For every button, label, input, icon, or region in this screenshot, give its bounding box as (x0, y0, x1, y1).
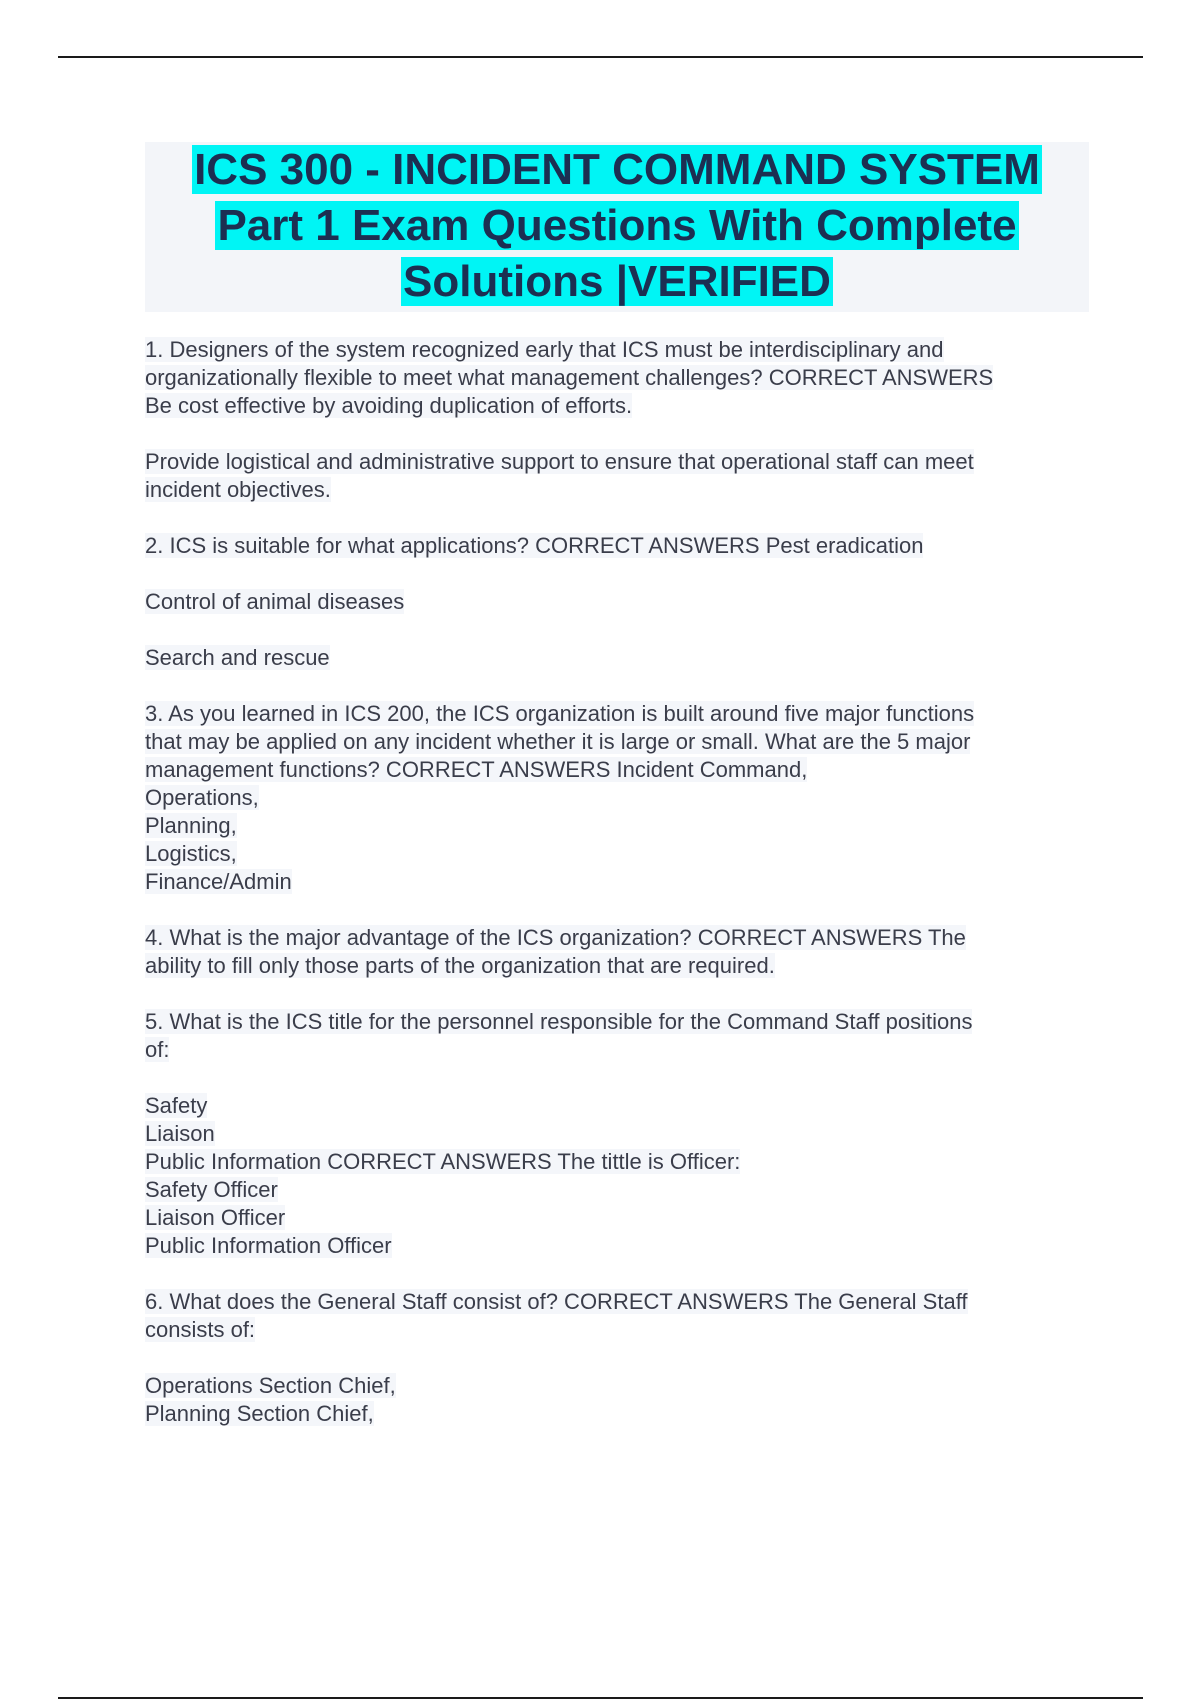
paragraph (145, 448, 1090, 504)
text-line (145, 644, 1090, 672)
line-text: Logistics, (145, 841, 237, 866)
document-body (145, 336, 1090, 1456)
line-text: that may be applied on any incident whether it is large or small. What are the 5 major (145, 729, 971, 754)
line-text: Safety Officer (145, 1177, 278, 1202)
text-line (145, 1372, 1090, 1400)
text-line (145, 1288, 1090, 1316)
line-text: management functions? CORRECT ANSWERS Incident Command, (145, 757, 808, 782)
paragraph (145, 924, 1090, 980)
text-line (145, 1036, 1090, 1064)
text-line (145, 924, 1090, 952)
text-line (145, 448, 1090, 476)
line-text: Public Information CORRECT ANSWERS The tittle is Officer: (145, 1149, 741, 1174)
text-line (145, 392, 1090, 420)
line-text: Provide logistical and administrative support to ensure that operational staff can meet (145, 449, 974, 474)
line-text: ability to fill only those parts of the organization that are required. (145, 953, 775, 978)
paragraph (145, 700, 1090, 896)
paragraph (145, 1008, 1090, 1064)
line-text: Control of animal diseases (145, 589, 405, 614)
line-text: of: (145, 1037, 170, 1062)
text-line (145, 1400, 1090, 1428)
text-line (145, 756, 1090, 784)
line-text: Liaison (145, 1121, 215, 1146)
text-line (145, 336, 1090, 364)
text-line (145, 1092, 1090, 1120)
line-text: Safety (145, 1093, 208, 1118)
line-text: 6. What does the General Staff consist of? CORRECT ANSWERS The General Staff (145, 1289, 968, 1314)
line-text: 5. What is the ICS title for the personnel responsible for the Command Staff positions (145, 1009, 973, 1034)
paragraph (145, 336, 1090, 420)
line-text: 3. As you learned in ICS 200, the ICS organization is built around five major functions (145, 701, 975, 726)
top-rule (58, 56, 1143, 58)
line-text: Liaison Officer (145, 1205, 286, 1230)
title-line-1: ICS 300 - INCIDENT COMMAND SYSTEM (194, 145, 1040, 194)
text-line (145, 812, 1090, 840)
paragraph (145, 532, 1090, 560)
line-text: 2. ICS is suitable for what applications? CORRECT ANSWERS Pest eradication (145, 533, 924, 558)
text-line (145, 532, 1090, 560)
line-text: Planning, (145, 813, 237, 838)
line-text: Operations Section Chief, (145, 1373, 396, 1398)
text-line (145, 784, 1090, 812)
paragraph (145, 588, 1090, 616)
line-text: incident objectives. (145, 477, 331, 502)
text-line (145, 840, 1090, 868)
text-line (145, 476, 1090, 504)
paragraph (145, 1092, 1090, 1260)
text-line (145, 364, 1090, 392)
paragraph (145, 644, 1090, 672)
text-line (145, 1176, 1090, 1204)
document-title (145, 142, 1089, 312)
text-line (145, 728, 1090, 756)
line-text: 1. Designers of the system recognized early that ICS must be interdisciplinary and (145, 337, 944, 362)
line-text: Public Information Officer (145, 1233, 392, 1258)
text-line (145, 1120, 1090, 1148)
text-line (145, 700, 1090, 728)
paragraph (145, 1372, 1090, 1428)
line-text: Operations, (145, 785, 259, 810)
title-line-3: Solutions |VERIFIED (403, 257, 831, 306)
text-line (145, 1008, 1090, 1036)
bottom-rule (58, 1697, 1143, 1699)
text-line (145, 588, 1090, 616)
line-text: organizationally flexible to meet what management challenges? CORRECT ANSWERS (145, 365, 994, 390)
line-text: Finance/Admin (145, 869, 292, 894)
text-line (145, 868, 1090, 896)
paragraph (145, 1288, 1090, 1344)
text-line (145, 952, 1090, 980)
title-line-2: Part 1 Exam Questions With Complete (217, 201, 1017, 250)
line-text: Be cost effective by avoiding duplication of efforts. (145, 393, 633, 418)
text-line (145, 1204, 1090, 1232)
line-text: Planning Section Chief, (145, 1401, 374, 1426)
text-line (145, 1232, 1090, 1260)
text-line (145, 1148, 1090, 1176)
line-text: 4. What is the major advantage of the ICS organization? CORRECT ANSWERS The (145, 925, 966, 950)
line-text: Search and rescue (145, 645, 330, 670)
line-text: consists of: (145, 1317, 256, 1342)
text-line (145, 1316, 1090, 1344)
